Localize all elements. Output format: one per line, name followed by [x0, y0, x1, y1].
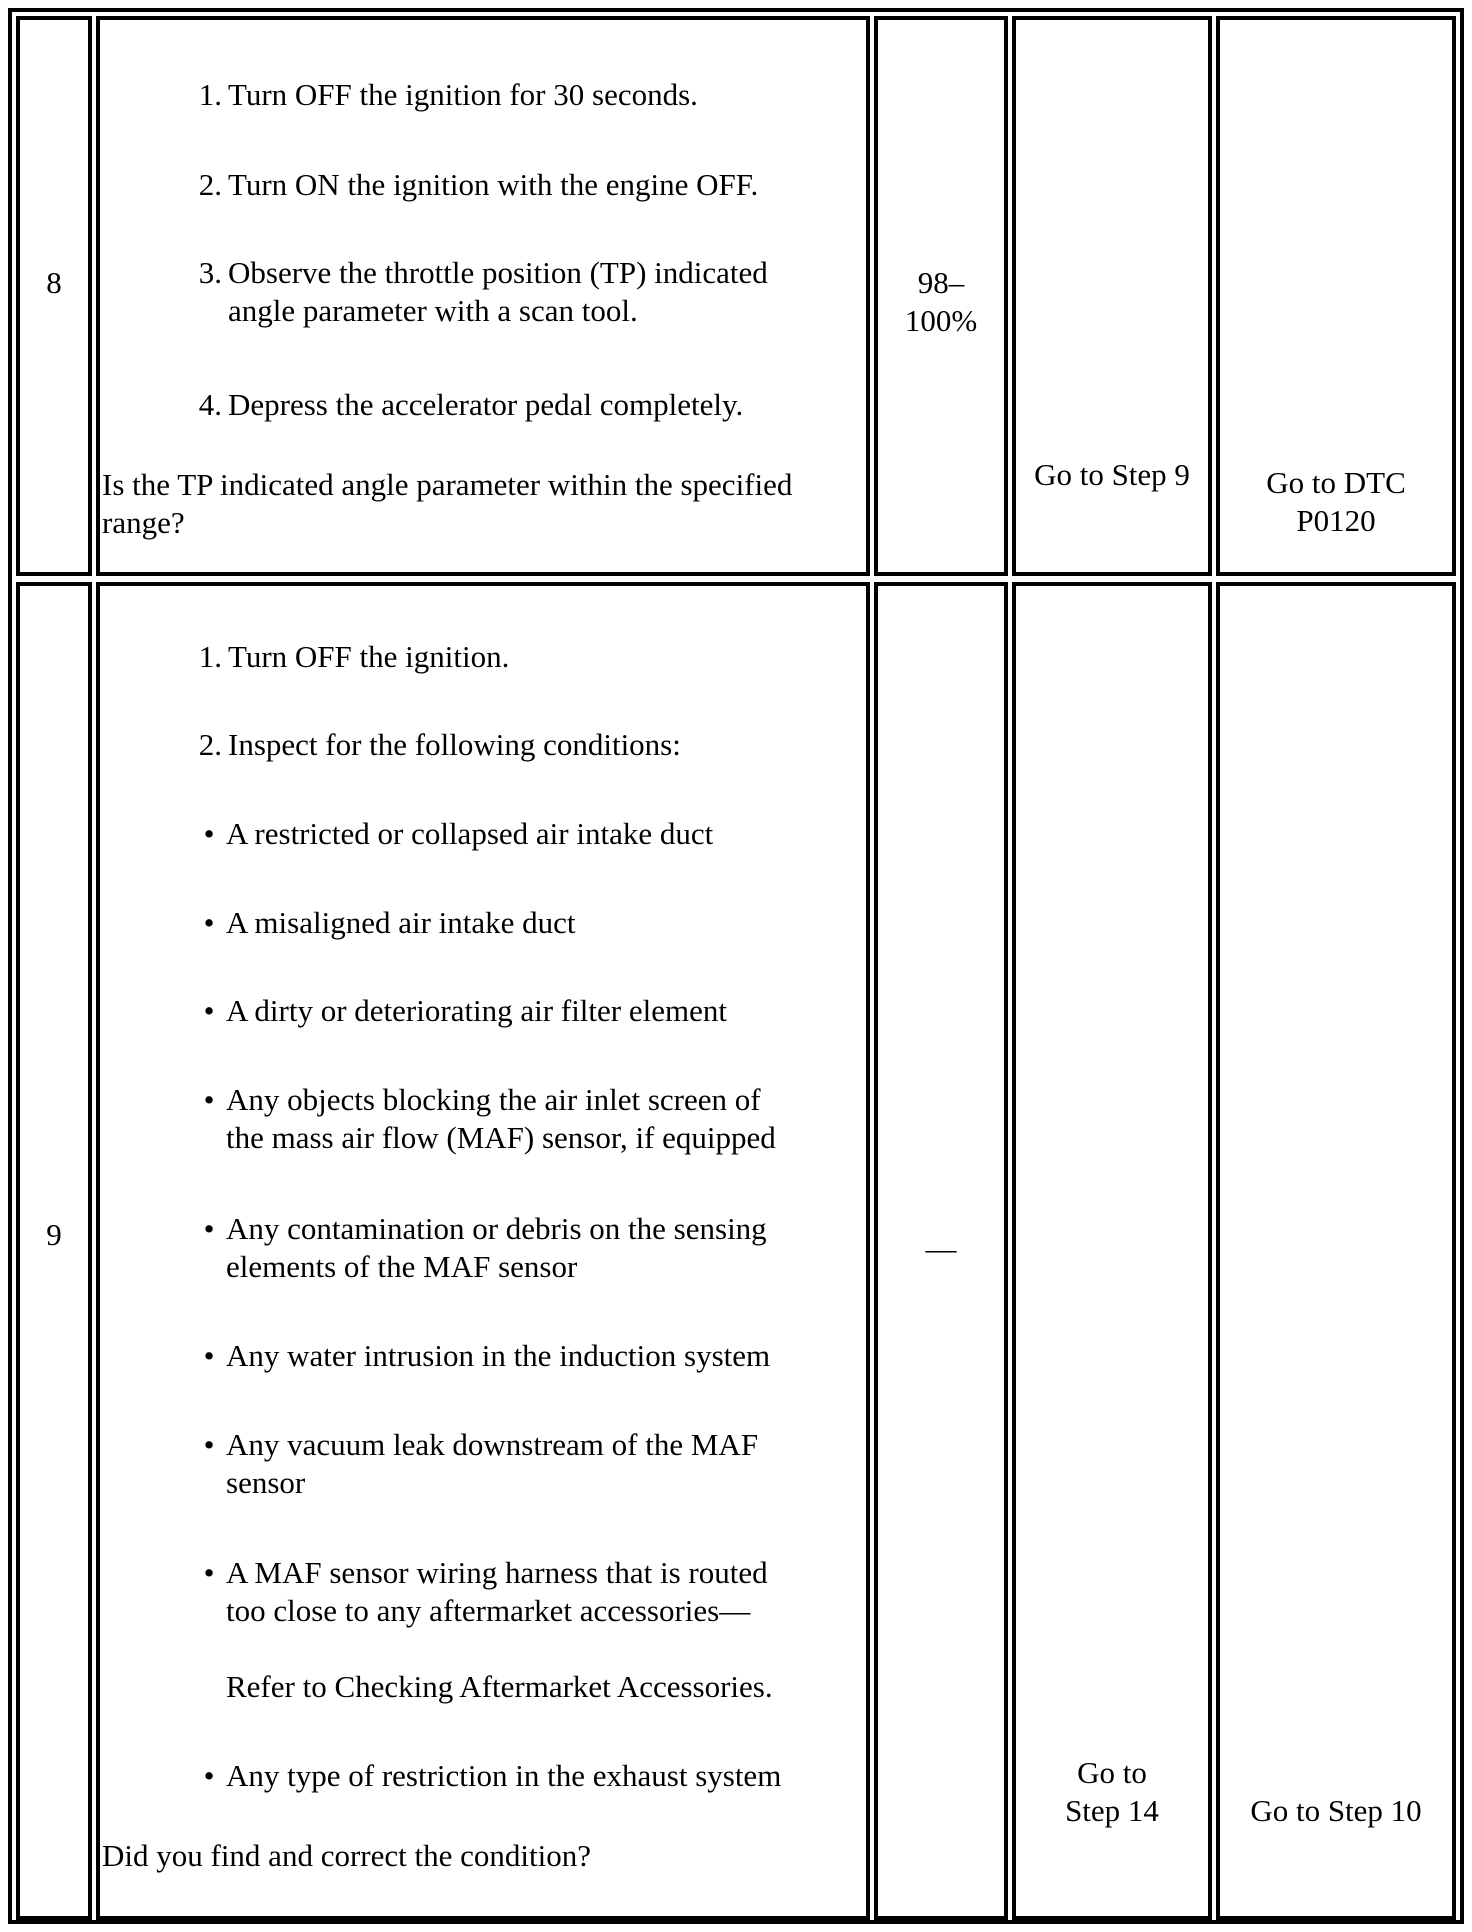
yes-action: Step 14 [1065, 1793, 1159, 1828]
question-line: Did you find and correct the condition? [102, 1838, 591, 1873]
value-line: 98– [917, 265, 965, 300]
question-line: Is the TP indicated angle parameter within the specified [102, 467, 793, 502]
row-8-no-cell [1216, 16, 1456, 576]
row-8-step-cell [16, 16, 92, 576]
value-line: — [925, 1231, 957, 1266]
reference-note: Refer to Checking Aftermarket Accessories. [226, 1669, 773, 1704]
row-8-value-cell [874, 16, 1008, 576]
question-line: range? [102, 505, 185, 540]
yes-action: Go to Step 9 [1034, 457, 1190, 492]
row-8-yes-cell [1012, 16, 1212, 576]
value-line: 100% [904, 303, 978, 338]
row-8-action-cell: 1. Turn OFF the ignition for 30 seconds. 2. Turn ON the ignition with the engine OFF. 3. Observe the throttle position (TP) indicated angle parameter with a scan tool. 4. Depress the accelerator pedal completely. Is the TP indicated angle parameter within the specified range? [96, 16, 870, 576]
yes-action: Go to [1077, 1755, 1147, 1790]
step-number: 9 [46, 1217, 62, 1252]
row-9-value-cell [874, 582, 1008, 1920]
row-9-action-cell: 1. Turn OFF the ignition. 2. Inspect for the following conditions: • A restricted or collapsed air intake duct • A misaligned air intake duct • A dirty or deteriorating air filter element • Any objects blocking the air inlet screen of the mass air flow (MAF) sensor, if equipped • Any contamination or debris on the sensing elements of the MAF sensor • Any water intrusion in the induction system • Any vacuum leak downstream of the MAF sensor • A MAF sensor wiring harness that is routed too close to any aftermarket accessories— Refer to Checking Aftermarket Accessories. • Any type of restriction in the exhaust system Did you find and correct the condition? [96, 582, 870, 1920]
row-9-yes-cell [1012, 582, 1212, 1920]
no-action: P0120 [1296, 503, 1376, 538]
row-9-no-cell [1216, 582, 1456, 1920]
no-action: Go to DTC [1266, 465, 1406, 500]
row-9-step-cell [16, 582, 92, 1920]
step-number: 8 [46, 265, 62, 300]
no-action: Go to Step 10 [1250, 1793, 1422, 1828]
